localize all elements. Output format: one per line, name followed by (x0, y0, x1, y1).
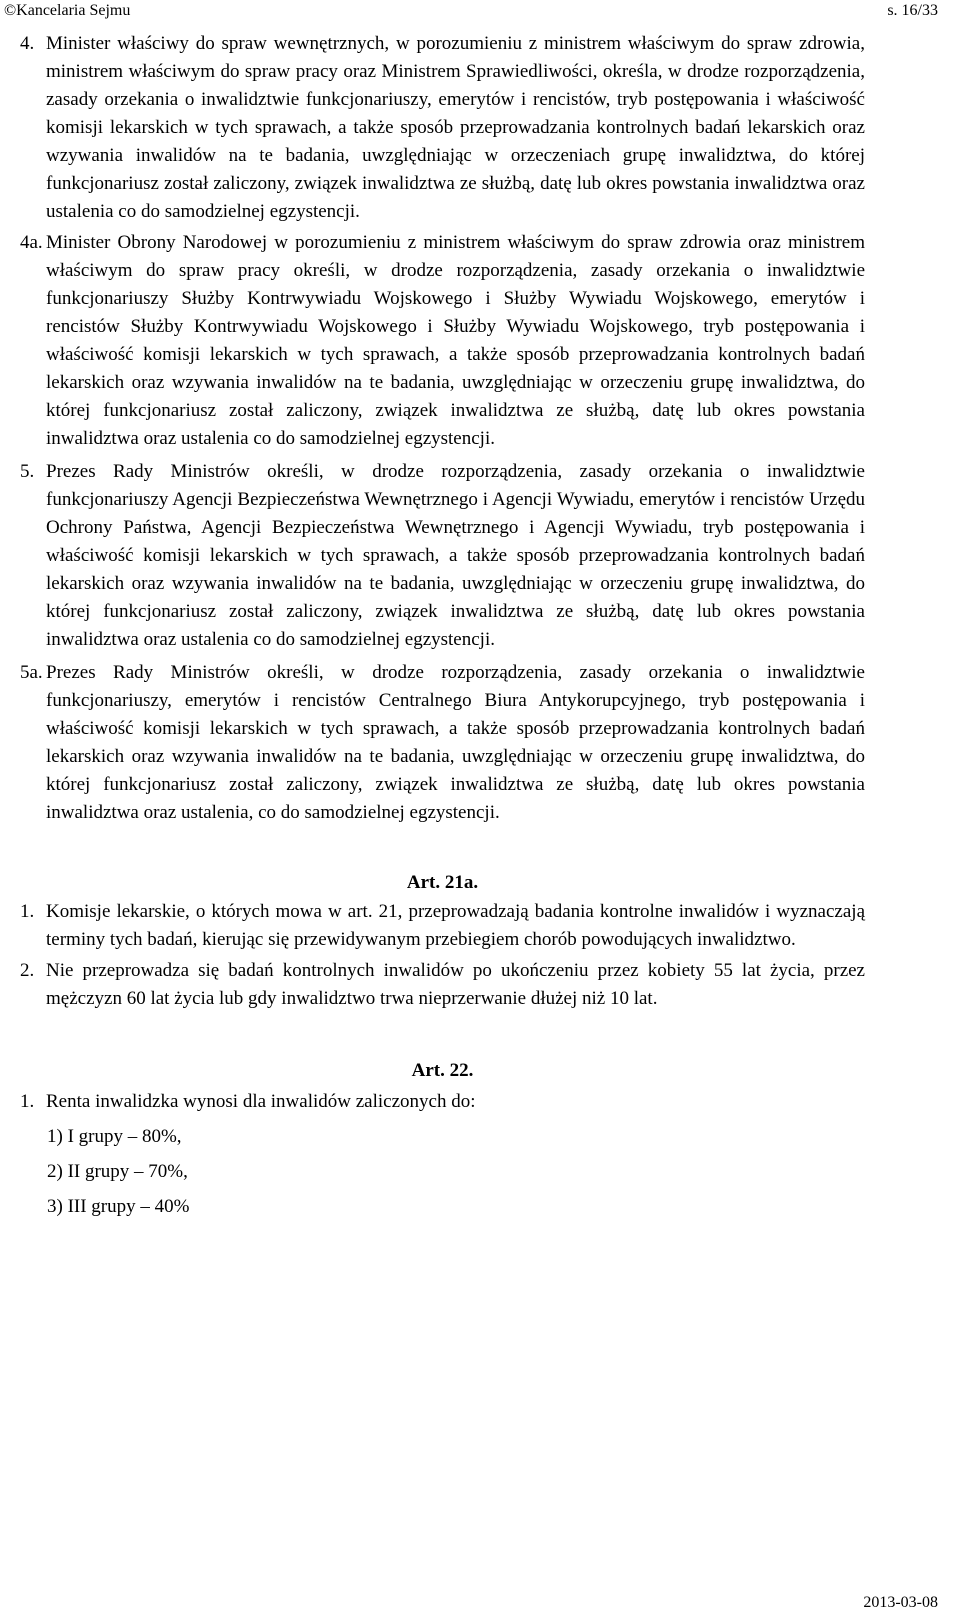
article-title-22: Art. 22. (411, 1060, 474, 1081)
paragraph-5 (20, 458, 865, 654)
paragraph-4a (20, 229, 865, 453)
paragraph-text: Komisje lekarskie, o których mowa w art. 21, przeprowadzają badania kontrolne inwalidów i wyznaczają terminy tych badań, kierując się przewidywanym przebiegiem chorób powodujących inwalidztwo. (46, 901, 865, 950)
document-body (20, 30, 865, 1221)
paragraph-5a (20, 659, 865, 827)
paragraph-text: Minister właściwy do spraw wewnętrznych, w porozumieniu z ministrem właściwym do spraw zdrowia, ministrem właściwym do spraw pracy oraz Ministrem Sprawiedliwości, określa, w drodze rozporządzenia, zasady orzekania o inwalidztwie funkcjonariuszy, emerytów i rencistów, tryb postępowania i właściwość komisji lekarskich w tych sprawach, a także sposób przeprowadzania kontrolnych badań lekarskich oraz wzywania inwalidów na te badania, uwzględniając w orzeczeniach grupę inwalidztwa, do której funkcjonariusz został zaliczony, związek inwalidztwa ze służbą, datę lub okres powstania inwalidztwa oraz ustalenia co do samodzielnej egzystencji. (46, 33, 865, 222)
page-header (4, 0, 938, 24)
article-title-21a: Art. 21a. (406, 872, 479, 893)
header-source: ©Kancelaria Sejmu (4, 2, 131, 19)
paragraph-number: 5a. (20, 662, 43, 683)
art22-paragraph-1 (20, 1088, 865, 1116)
paragraph-text: Minister Obrony Narodowej w porozumieniu z ministrem właściwym do spraw zdrowia oraz ministrem właściwym do spraw pracy określi, w drodze rozporządzenia, zasady orzekania o inwalidztwie funkcjonariuszy Służby Kontrwywiadu Wojskowego i Służby Wywiadu Wojskowego, emerytów i rencistów Służby Kontrwywiadu Wojskowego i Służby Wywiadu Wojskowego, tryb postępowania i właściwość komisji lekarskich w tych sprawach, a także sposób przeprowadzania kontrolnych badań lekarskich oraz wzywania inwalidów na te badania, uwzględniając w orzeczeniu grupę inwalidztwa, do której funkcjonariusz został zaliczony, związek inwalidztwa ze służbą, datę lub okres powstania inwalidztwa oraz ustalenia co do samodzielnej egzystencji. (46, 232, 865, 449)
paragraph-number: 4a. (20, 232, 43, 253)
paragraph-number: 4. (20, 33, 35, 54)
paragraph-text: Prezes Rady Ministrów określi, w drodze rozporządzenia, zasady orzekania o inwalidztwie funkcjonariuszy Agencji Bezpieczeństwa Wewnętrznego i Agencji Wywiadu, emerytów i rencistów Urzędu Ochrony Państwa, Agencji Bezpieczeństwa Wewnętrznego i Agencji Wywiadu, tryb postępowania i właściwość komisji lekarskich w tych sprawach, a także sposób przeprowadzania kontrolnych badań lekarskich oraz wzywania inwalidów na te badania, uwzględniając w orzeczeniu grupę inwalidztwa, do której funkcjonariusz został zaliczony, związek inwalidztwa ze służbą, datę lub okres powstania inwalidztwa oraz ustalenia co do samodzielnej egzystencji. (46, 461, 865, 650)
paragraph-number: 1. (20, 1091, 35, 1112)
list-item: 2) II grupy – 70%, (47, 1161, 188, 1182)
list-item: 3) III grupy – 40% (47, 1196, 190, 1217)
paragraph-number: 5. (20, 461, 35, 482)
paragraph-4 (20, 30, 865, 226)
paragraph-text: Renta inwalidzka wynosi dla inwalidów zaliczonych do: (46, 1091, 476, 1112)
paragraph-text: Nie przeprowadza się badań kontrolnych inwalidów po ukończeniu przez kobiety 55 lat życia, przez mężczyzn 60 lat życia lub gdy inwalidztwo trwa nieprzerwanie dłużej niż 10 lat. (46, 960, 865, 1009)
art21a-paragraph-2 (20, 957, 865, 1013)
list-item: 1) I grupy – 80%, (47, 1126, 182, 1147)
paragraph-number: 2. (20, 960, 35, 981)
art22-group-list (47, 1123, 865, 1221)
paragraph-number: 1. (20, 901, 35, 922)
header-page-number: s. 16/33 (887, 2, 938, 19)
footer-date: 2013-03-08 (863, 1594, 938, 1611)
art21a-paragraph-1 (20, 898, 865, 954)
paragraph-text: Prezes Rady Ministrów określi, w drodze rozporządzenia, zasady orzekania o inwalidztwie funkcjonariuszy, emerytów i rencistów Centralnego Biura Antykorupcyjnego, tryb postępowania i właściwość komisji lekarskich w tych sprawach, a także sposób przeprowadzania kontrolnych badań lekarskich oraz wzywania inwalidów na te badania, uwzględniając w orzeczeniu grupę inwalidztwa, do której funkcjonariusz został zaliczony, związek inwalidztwa ze służbą, datę lub okres powstania inwalidztwa oraz ustalenia, co do samodzielnej egzystencji. (46, 662, 865, 823)
